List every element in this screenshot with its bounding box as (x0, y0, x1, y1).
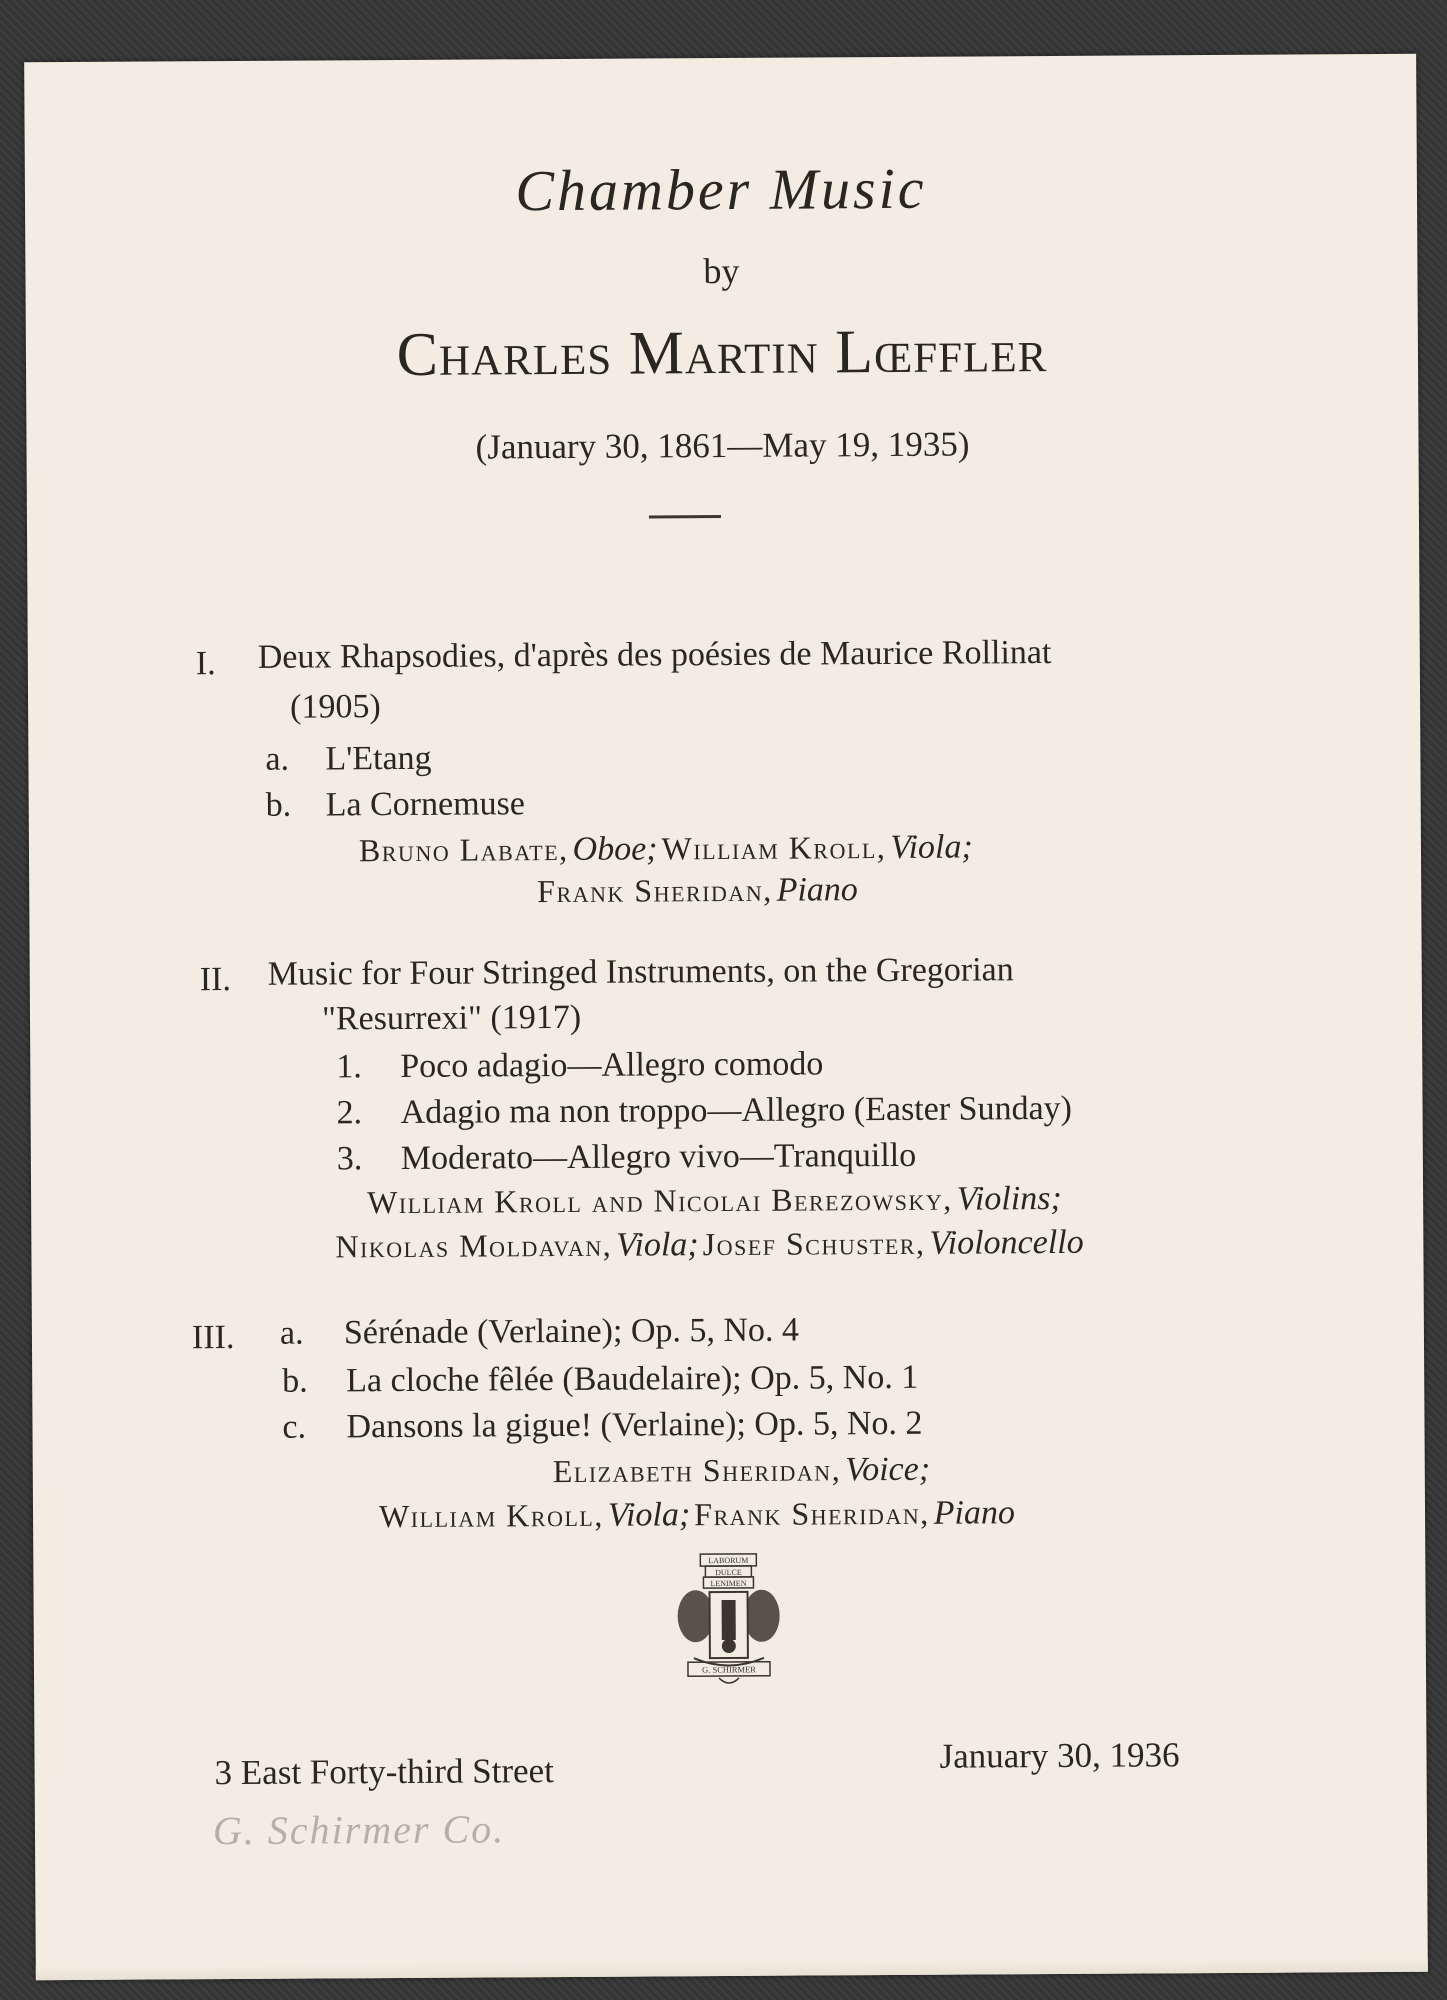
performers-line (553, 1451, 931, 1491)
list-item (280, 1312, 799, 1353)
list-item (266, 785, 525, 825)
item-mark: 3. (336, 1140, 363, 1178)
instrument: Oboe; (572, 830, 658, 868)
section-numeral: III. (191, 1319, 235, 1357)
item-text: Sérénade (Verlaine); Op. 5, No. 4 (343, 1311, 800, 1352)
instrument: Piano (776, 871, 858, 909)
emblem-motto-1: LABORUM (708, 1555, 749, 1566)
list-item (336, 1045, 823, 1086)
list-item (337, 1137, 917, 1179)
instrument: Piano (933, 1494, 1015, 1532)
list-item (282, 1359, 918, 1401)
performer: Frank Sheridan, (537, 871, 773, 910)
section-year: (1905) (289, 688, 381, 726)
item-text: Adagio ma non troppo—Allegro (Easter Sunday) (400, 1089, 1073, 1131)
address: 3 East Forty-third Street (214, 1751, 554, 1793)
list-item (265, 740, 431, 779)
performer: William Kroll, (378, 1496, 604, 1535)
performers-line (367, 1180, 1062, 1222)
instrument: Viola; (607, 1496, 691, 1534)
item-text: Poco adagio—Allegro comodo (400, 1045, 824, 1085)
performers-line (359, 828, 973, 870)
section-title: Deux Rhapsodies, d'après des poésies de Maurice Rollinat (257, 634, 1052, 676)
performers-line (335, 1224, 1084, 1267)
list-item (282, 1405, 922, 1447)
instrument: Violoncello (929, 1223, 1084, 1262)
item-text: La Cornemuse (325, 785, 526, 824)
performer: Bruno Labate, (358, 830, 569, 869)
program-title: Chamber Music (515, 155, 927, 224)
composer-dates: (January 30, 1861—May 19, 1935) (475, 424, 970, 467)
item-mark: 1. (336, 1048, 362, 1086)
item-mark: b. (282, 1362, 308, 1400)
section-numeral: II. (199, 961, 232, 999)
performers-line (379, 1494, 1015, 1536)
divider (649, 515, 721, 518)
performer: Josef Schuster, (702, 1224, 926, 1263)
instrument: Viola; (616, 1226, 699, 1264)
emblem-name: G. SCHIRMER (702, 1664, 756, 1675)
program-sheet (24, 54, 1428, 1980)
instrument: Viola; (890, 828, 973, 866)
g-schirmer-emblem-icon (673, 1548, 784, 1704)
composer-name: Charles Martin Lœffler (396, 317, 1048, 389)
performer: Frank Sheridan, (694, 1494, 930, 1533)
instrument: Voice; (845, 1450, 931, 1489)
emblem-motto-3: LENIMEN (710, 1578, 747, 1589)
instrument: Violins; (956, 1179, 1062, 1218)
performer: William Kroll and Nicolai Berezowsky, (367, 1180, 953, 1221)
handwritten-signature: G. Schirmer Co. (212, 1806, 506, 1854)
item-mark: 2. (336, 1094, 363, 1132)
list-item (336, 1090, 1072, 1132)
item-mark: a. (279, 1314, 304, 1352)
performer: Nikolas Moldavan, (335, 1226, 613, 1265)
item-text: La cloche fêlée (Baudelaire); Op. 5, No. 1 (346, 1358, 919, 1400)
section-title: Music for Four Stringed Instruments, on the Gregorian (267, 951, 1014, 993)
section-numeral: I. (195, 645, 216, 683)
item-text: Moderato—Allegro vivo—Tranquillo (400, 1136, 917, 1177)
section-subtitle: "Resurrexi" (1917) (321, 998, 582, 1038)
performers-line (537, 871, 858, 911)
item-mark: a. (265, 740, 290, 778)
performer: William Kroll, (661, 829, 887, 867)
item-mark: c. (282, 1408, 307, 1446)
item-mark: b. (265, 786, 292, 824)
by-line: by (703, 250, 740, 292)
performer: Elizabeth Sheridan, (552, 1451, 842, 1490)
item-text: Dansons la gigue! (Verlaine); Op. 5, No. 2 (346, 1404, 923, 1446)
item-text: L'Etang (325, 739, 432, 778)
emblem-motto-2: DULCE (715, 1567, 742, 1578)
concert-date: January 30, 1936 (939, 1735, 1180, 1776)
